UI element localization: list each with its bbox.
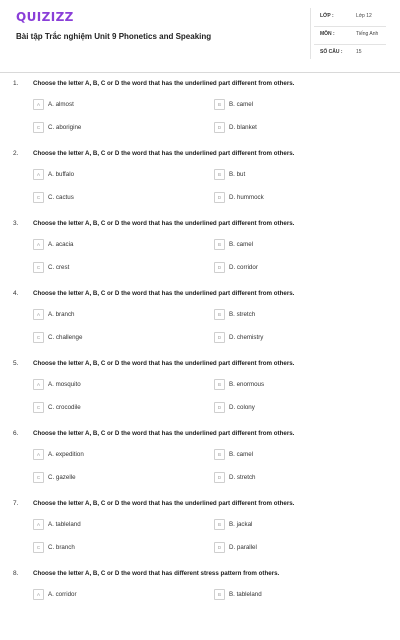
- option-letter-box: C: [33, 332, 44, 343]
- option-letter-box: B: [214, 99, 225, 110]
- question-2: [0, 150, 400, 220]
- option-text: B. camel: [229, 240, 254, 248]
- question-number: 1.: [13, 80, 19, 87]
- option-text: C. crocodile: [48, 403, 81, 411]
- question-7: [0, 500, 400, 570]
- option-letter-box: C: [33, 542, 44, 553]
- question-3: [0, 220, 400, 290]
- question-5: [0, 360, 400, 430]
- option-letter-box: B: [214, 309, 225, 320]
- option-text: C. crest: [48, 263, 70, 271]
- option-text: B. but: [229, 170, 246, 178]
- option-letter-box: D: [214, 542, 225, 553]
- option-letter-box: C: [33, 122, 44, 133]
- question-number: 4.: [13, 290, 19, 297]
- option-text: D. chemistry: [229, 333, 264, 341]
- question-text: Choose the letter A, B, C or D the word that has the underlined part different from others.: [33, 80, 295, 87]
- question-number: 3.: [13, 220, 19, 227]
- option-letter-box: C: [33, 472, 44, 483]
- option-text: D. stretch: [229, 473, 256, 481]
- option-text: D. colony: [229, 403, 255, 411]
- meta-row-subject: [314, 27, 386, 45]
- option-letter-box: B: [214, 239, 225, 250]
- option-text: A. branch: [48, 310, 75, 318]
- option-text: A. tableland: [48, 520, 81, 528]
- option-text: A. acacia: [48, 240, 74, 248]
- meta-row-grade: [314, 9, 386, 27]
- option-letter-box: C: [33, 192, 44, 203]
- meta-box: [314, 9, 386, 62]
- meta-value: Tiếng Anh: [356, 31, 379, 37]
- option-text: C. branch: [48, 543, 75, 551]
- question-number: 7.: [13, 500, 19, 507]
- question-number: 2.: [13, 150, 19, 157]
- meta-value: Lớp 12: [356, 13, 372, 19]
- option-text: D. blanket: [229, 123, 257, 131]
- option-text: D. corridor: [229, 263, 258, 271]
- option-letter-box: B: [214, 169, 225, 180]
- question-number: 6.: [13, 430, 19, 437]
- question-1: [0, 80, 400, 150]
- question-text: Choose the letter A, B, C or D the word that has different stress pattern from others.: [33, 570, 280, 577]
- question-text: Choose the letter A, B, C or D the word that has the underlined part different from others.: [33, 150, 295, 157]
- meta-label: SỐ CÂU :: [320, 49, 343, 55]
- meta-divider: [310, 8, 311, 59]
- option-letter-box: C: [33, 402, 44, 413]
- option-text: B. enormous: [229, 380, 265, 388]
- worksheet-header: [0, 0, 400, 73]
- option-text: D. parallel: [229, 543, 257, 551]
- option-text: B. stretch: [229, 310, 256, 318]
- meta-value: 15: [356, 49, 362, 55]
- option-text: B. camel: [229, 100, 254, 108]
- option-letter-box: A: [33, 239, 44, 250]
- question-text: Choose the letter A, B, C or D the word that has the underlined part different from others.: [33, 290, 295, 297]
- option-letter-box: A: [33, 309, 44, 320]
- option-text: C. cactus: [48, 193, 74, 201]
- option-letter-box: B: [214, 379, 225, 390]
- option-text: A. corridor: [48, 590, 77, 598]
- option-letter-box: A: [33, 169, 44, 180]
- option-letter-box: A: [33, 449, 44, 460]
- meta-label: MÔN :: [320, 31, 335, 37]
- worksheet-title: Bài tập Trắc nghiệm Unit 9 Phonetics and Speaking: [16, 32, 212, 41]
- option-text: A. almost: [48, 100, 74, 108]
- option-text: C. gazelle: [48, 473, 76, 481]
- option-letter-box: D: [214, 262, 225, 273]
- option-text: C. challenge: [48, 333, 83, 341]
- question-number: 5.: [13, 360, 19, 367]
- option-letter-box: A: [33, 589, 44, 600]
- option-text: A. mosquito: [48, 380, 81, 388]
- option-letter-box: D: [214, 402, 225, 413]
- question-text: Choose the letter A, B, C or D the word that has the underlined part different from others.: [33, 220, 295, 227]
- option-text: A. expedition: [48, 450, 84, 458]
- option-letter-box: B: [214, 589, 225, 600]
- option-text: D. hummock: [229, 193, 264, 201]
- option-text: C. aborigine: [48, 123, 82, 131]
- meta-label: LỚP :: [320, 13, 334, 19]
- question-8: [0, 570, 400, 640]
- option-letter-box: C: [33, 262, 44, 273]
- option-letter-box: D: [214, 122, 225, 133]
- option-letter-box: D: [214, 472, 225, 483]
- option-text: B. tableland: [229, 590, 262, 598]
- option-text: A. buffalo: [48, 170, 75, 178]
- option-letter-box: A: [33, 379, 44, 390]
- option-letter-box: A: [33, 519, 44, 530]
- option-text: B. jackal: [229, 520, 253, 528]
- quizizz-logo: QUIZIZZ: [16, 10, 74, 24]
- question-number: 8.: [13, 570, 19, 577]
- option-letter-box: B: [214, 449, 225, 460]
- option-text: B. camel: [229, 450, 254, 458]
- question-text: Choose the letter A, B, C or D the word that has the underlined part different from others.: [33, 360, 295, 367]
- option-letter-box: D: [214, 332, 225, 343]
- question-4: [0, 290, 400, 360]
- option-letter-box: D: [214, 192, 225, 203]
- option-letter-box: B: [214, 519, 225, 530]
- meta-row-count: [314, 45, 386, 62]
- question-text: Choose the letter A, B, C or D the word that has the underlined part different from others.: [33, 500, 295, 507]
- option-letter-box: A: [33, 99, 44, 110]
- question-6: [0, 430, 400, 500]
- question-text: Choose the letter A, B, C or D the word that has the underlined part different from others.: [33, 430, 295, 437]
